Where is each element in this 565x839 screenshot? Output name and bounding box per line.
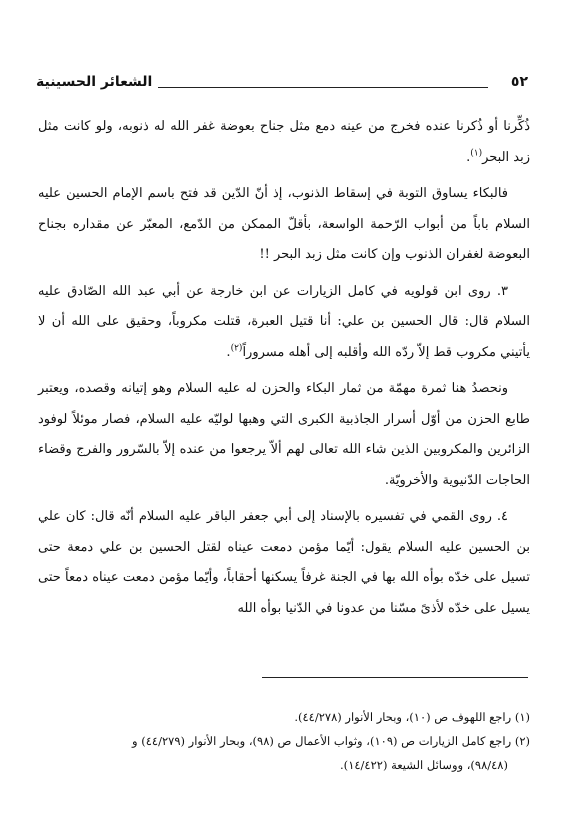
paragraph-4: ونحصدُ هنا ثمرة مهمّة من ثمار البكاء والحزن له عليه السلام وهو إتيانه وقصده، ويعتبر طابع الحزن من أوّل أسرار الجاذبية الكبرى التي وهبها لوليّه عليه السلام، فصار موئلاً لوفود الزائرين والمكروبين الذين شاء الله تعالى لهم ألاّ يرجعوا من عنده إلاّ بالسّرور والفرج وقضاء الحاجات الدّنيوية والأخرويّة. — [38, 381, 530, 488]
running-title: الشعائر الحسينية — [36, 74, 153, 90]
footnote-separator — [262, 677, 528, 678]
paragraph-2: فالبكاء يساوق التوبة في إسقاط الذنوب، إذ أنّ الدّين قد فتح باسم الإمام الحسين عليه السلام باباً من أبواب الرّحمة الواسعة، بأقلّ الممكن من الدّمع، المعبّر عن مقداره بجناح البعوضة لغفران الذنوب وإن كانت مثل زبد البحر !! — [38, 186, 530, 262]
footnote-1: (١) راجع اللهوف ص (١٠)، وبحار الأنوار (٤٤/٢٧٨). — [294, 710, 530, 724]
paragraph-5: ٤. روى القمي في تفسيره بالإسناد إلى أبي جعفر الباقر عليه السلام أنّه قال: كان علي بن الحسين عليه السلام يقول: أيّما مؤمن دمعت عيناه لقتل الحسين بن علي دمعة حتى تسيل على خدّه بوأه الله بها في الجنة غرفاً يسكنها أحقاباً، وأيّما مؤمن دمعت عيناه دمعاً حتى يسيل على خدّه لأذىً مسّنا من عدونا في الدّنيا بوأه الله — [38, 509, 530, 616]
paragraph-1-text: ذُكِّرنا أو ذُكرنا عنده فخرج من عينه دمع مثل جناح بعوضة غفر الله له ذنوبه، ولو كانت مثل زبد البحر — [38, 119, 530, 165]
footnote-ref-1: (١) — [470, 148, 483, 159]
footnote-2-continuation: (٩٨/٤٨)، ووسائل الشيعة (١٤/٤٢٢). — [340, 758, 508, 772]
paragraph-1: ذُكِّرنا أو ذُكرنا عنده فخرج من عينه دمع مثل جناح بعوضة غفر الله له ذنوبه، ولو كانت مثل زبد البحر$^{(١)}$. — [38, 119, 530, 165]
paragraph-3-end: . — [226, 344, 231, 360]
footnote-ref-2: (٢) — [230, 343, 243, 354]
paragraph-3-text: ٣. روى ابن قولويه في كامل الزيارات عن ابن خارجة عن أبي عبد الله الصّادق عليه السلام قال: قال الحسين بن علي: أنا قتيل العبرة، قتلت مكروباً، وحقيق على الله أن لا يأتيني مكروب قط إلاّ ردّه الله وأقلبه إلى أهله مسروراً — [38, 283, 530, 360]
main-text — [38, 112, 530, 630]
footnote-2: (٢) راجع كامل الزيارات ص (١٠٩)، وثواب الأعمال ص (٩٨)، وبحار الأنوار (٤٤/٢٧٩) و — [132, 734, 530, 748]
page-header — [36, 74, 528, 96]
paragraph-3 — [38, 277, 530, 369]
header-rule — [158, 87, 488, 88]
footnotes — [38, 706, 530, 778]
page-number: ٥٢ — [510, 74, 528, 90]
